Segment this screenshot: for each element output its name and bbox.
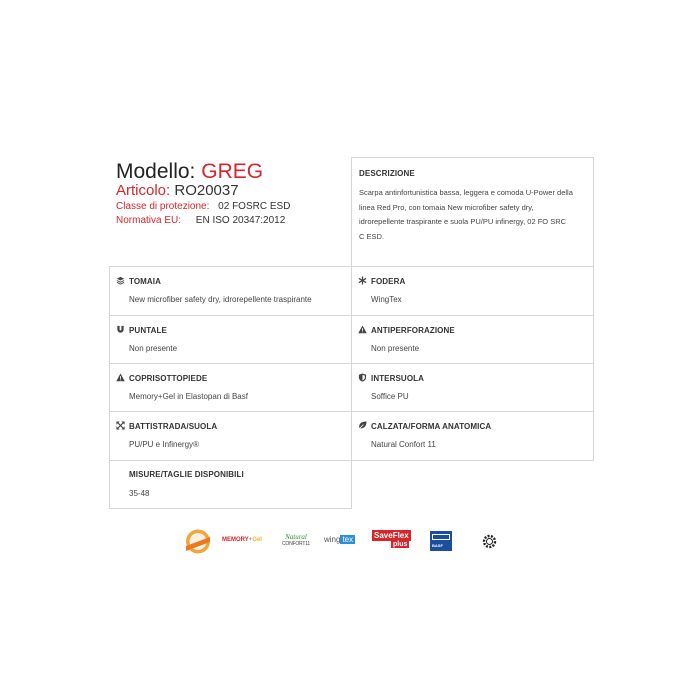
protection-class-value: 02 FOSRC ESD	[218, 201, 291, 212]
description-line: idrorepellente traspirante e suola PU/PU infinergy, 02 FO SRC	[359, 217, 567, 226]
article-label: Articolo:	[116, 182, 171, 199]
tomaia-cell	[109, 266, 352, 316]
basf-text: BASF	[432, 543, 443, 548]
misure-cell	[109, 460, 352, 509]
antiperforazione-title: ANTIPERFORAZIONE	[371, 326, 455, 335]
fodera-title: FODERA	[371, 277, 406, 286]
norm-label: Normativa EU:	[116, 215, 182, 226]
description-line: C ESD.	[359, 231, 385, 241]
protection-class-line	[116, 201, 290, 212]
misure-value: 35-48	[129, 489, 150, 498]
calzata-title: CALZATA/FORMA ANATOMICA	[371, 422, 492, 431]
layers-icon	[116, 276, 125, 285]
puntale-title: PUNTALE	[129, 326, 167, 335]
fodera-cell	[351, 266, 594, 316]
natural-text: Natural	[285, 533, 307, 541]
warning-icon	[116, 373, 125, 382]
article-line	[116, 182, 239, 199]
antiperforazione-value: Non presente	[371, 344, 420, 353]
battistrada-cell	[109, 411, 352, 461]
snowflake-icon	[358, 276, 367, 285]
saveflex-plus-logo	[372, 530, 414, 552]
basf-logo	[430, 531, 452, 551]
tomaia-title: TOMAIA	[129, 277, 162, 286]
description-title: DESCRIZIONE	[359, 169, 415, 178]
leaf-icon	[358, 421, 367, 430]
norm-value: EN ISO 20347:2012	[195, 215, 286, 226]
coprisottopiede-cell	[109, 363, 352, 412]
antiperforazione-cell	[351, 315, 594, 364]
shield-icon	[358, 373, 367, 382]
model-heading	[116, 160, 263, 184]
tomaia-value: New microfiber safety dry, idrorepellente traspirante	[129, 295, 312, 304]
warning-icon	[358, 325, 367, 334]
calzata-value: Natural Confort 11	[371, 440, 436, 449]
intersuola-title: INTERSUOLA	[371, 374, 424, 383]
description-line: linea Red Pro, con tomaia New microfiber safety dry,	[359, 202, 534, 212]
save-text: Save	[374, 531, 393, 540]
gel-text: Gel	[252, 537, 262, 543]
natural-confort-logo	[278, 534, 314, 550]
memory-text: MEMORY	[222, 537, 249, 543]
gear-icon	[482, 534, 497, 549]
coprisottopiede-value: Memory+Gel in Elastopan di Basf	[129, 392, 248, 401]
fodera-value: WingTex	[371, 295, 402, 304]
confort-text: CONFORT11	[281, 541, 311, 547]
plus-text: plus	[393, 541, 408, 548]
calzata-cell	[351, 411, 594, 461]
article-value: RO20037	[174, 182, 239, 199]
wingtex-logo	[324, 535, 364, 549]
description-line: Scarpa antinfortunistica bassa, leggera e comoda U-Power della	[359, 188, 573, 197]
description-box	[351, 157, 594, 267]
battistrada-value: PU/PU e Infinergy®	[129, 440, 199, 449]
battistrada-title: BATTISTRADA/SUOLA	[129, 422, 218, 431]
magnet-icon	[116, 325, 125, 334]
description-text	[359, 186, 589, 244]
model-label: Modello:	[116, 160, 196, 183]
coprisottopiede-title: COPRISOTTOPIEDE	[129, 374, 208, 383]
flex-text: Flex	[392, 531, 409, 540]
puntale-cell	[109, 315, 352, 364]
tex-text: tex	[342, 535, 354, 544]
puntale-value: Non presente	[129, 344, 178, 353]
norm-line	[116, 215, 285, 226]
memory-gel-logo: MEMORY+Gel	[222, 537, 262, 543]
wing-text: wing	[324, 535, 341, 544]
protection-class-label: Classe di protezione:	[116, 201, 210, 212]
misure-title: MISURE/TAGLIE DISPONIBILI	[129, 470, 244, 479]
intersuola-cell	[351, 363, 594, 412]
expand-icon	[116, 421, 125, 430]
model-value: GREG	[201, 160, 264, 183]
intersuola-value: Soffice PU	[371, 392, 409, 401]
u-power-badge-logo	[183, 528, 213, 555]
